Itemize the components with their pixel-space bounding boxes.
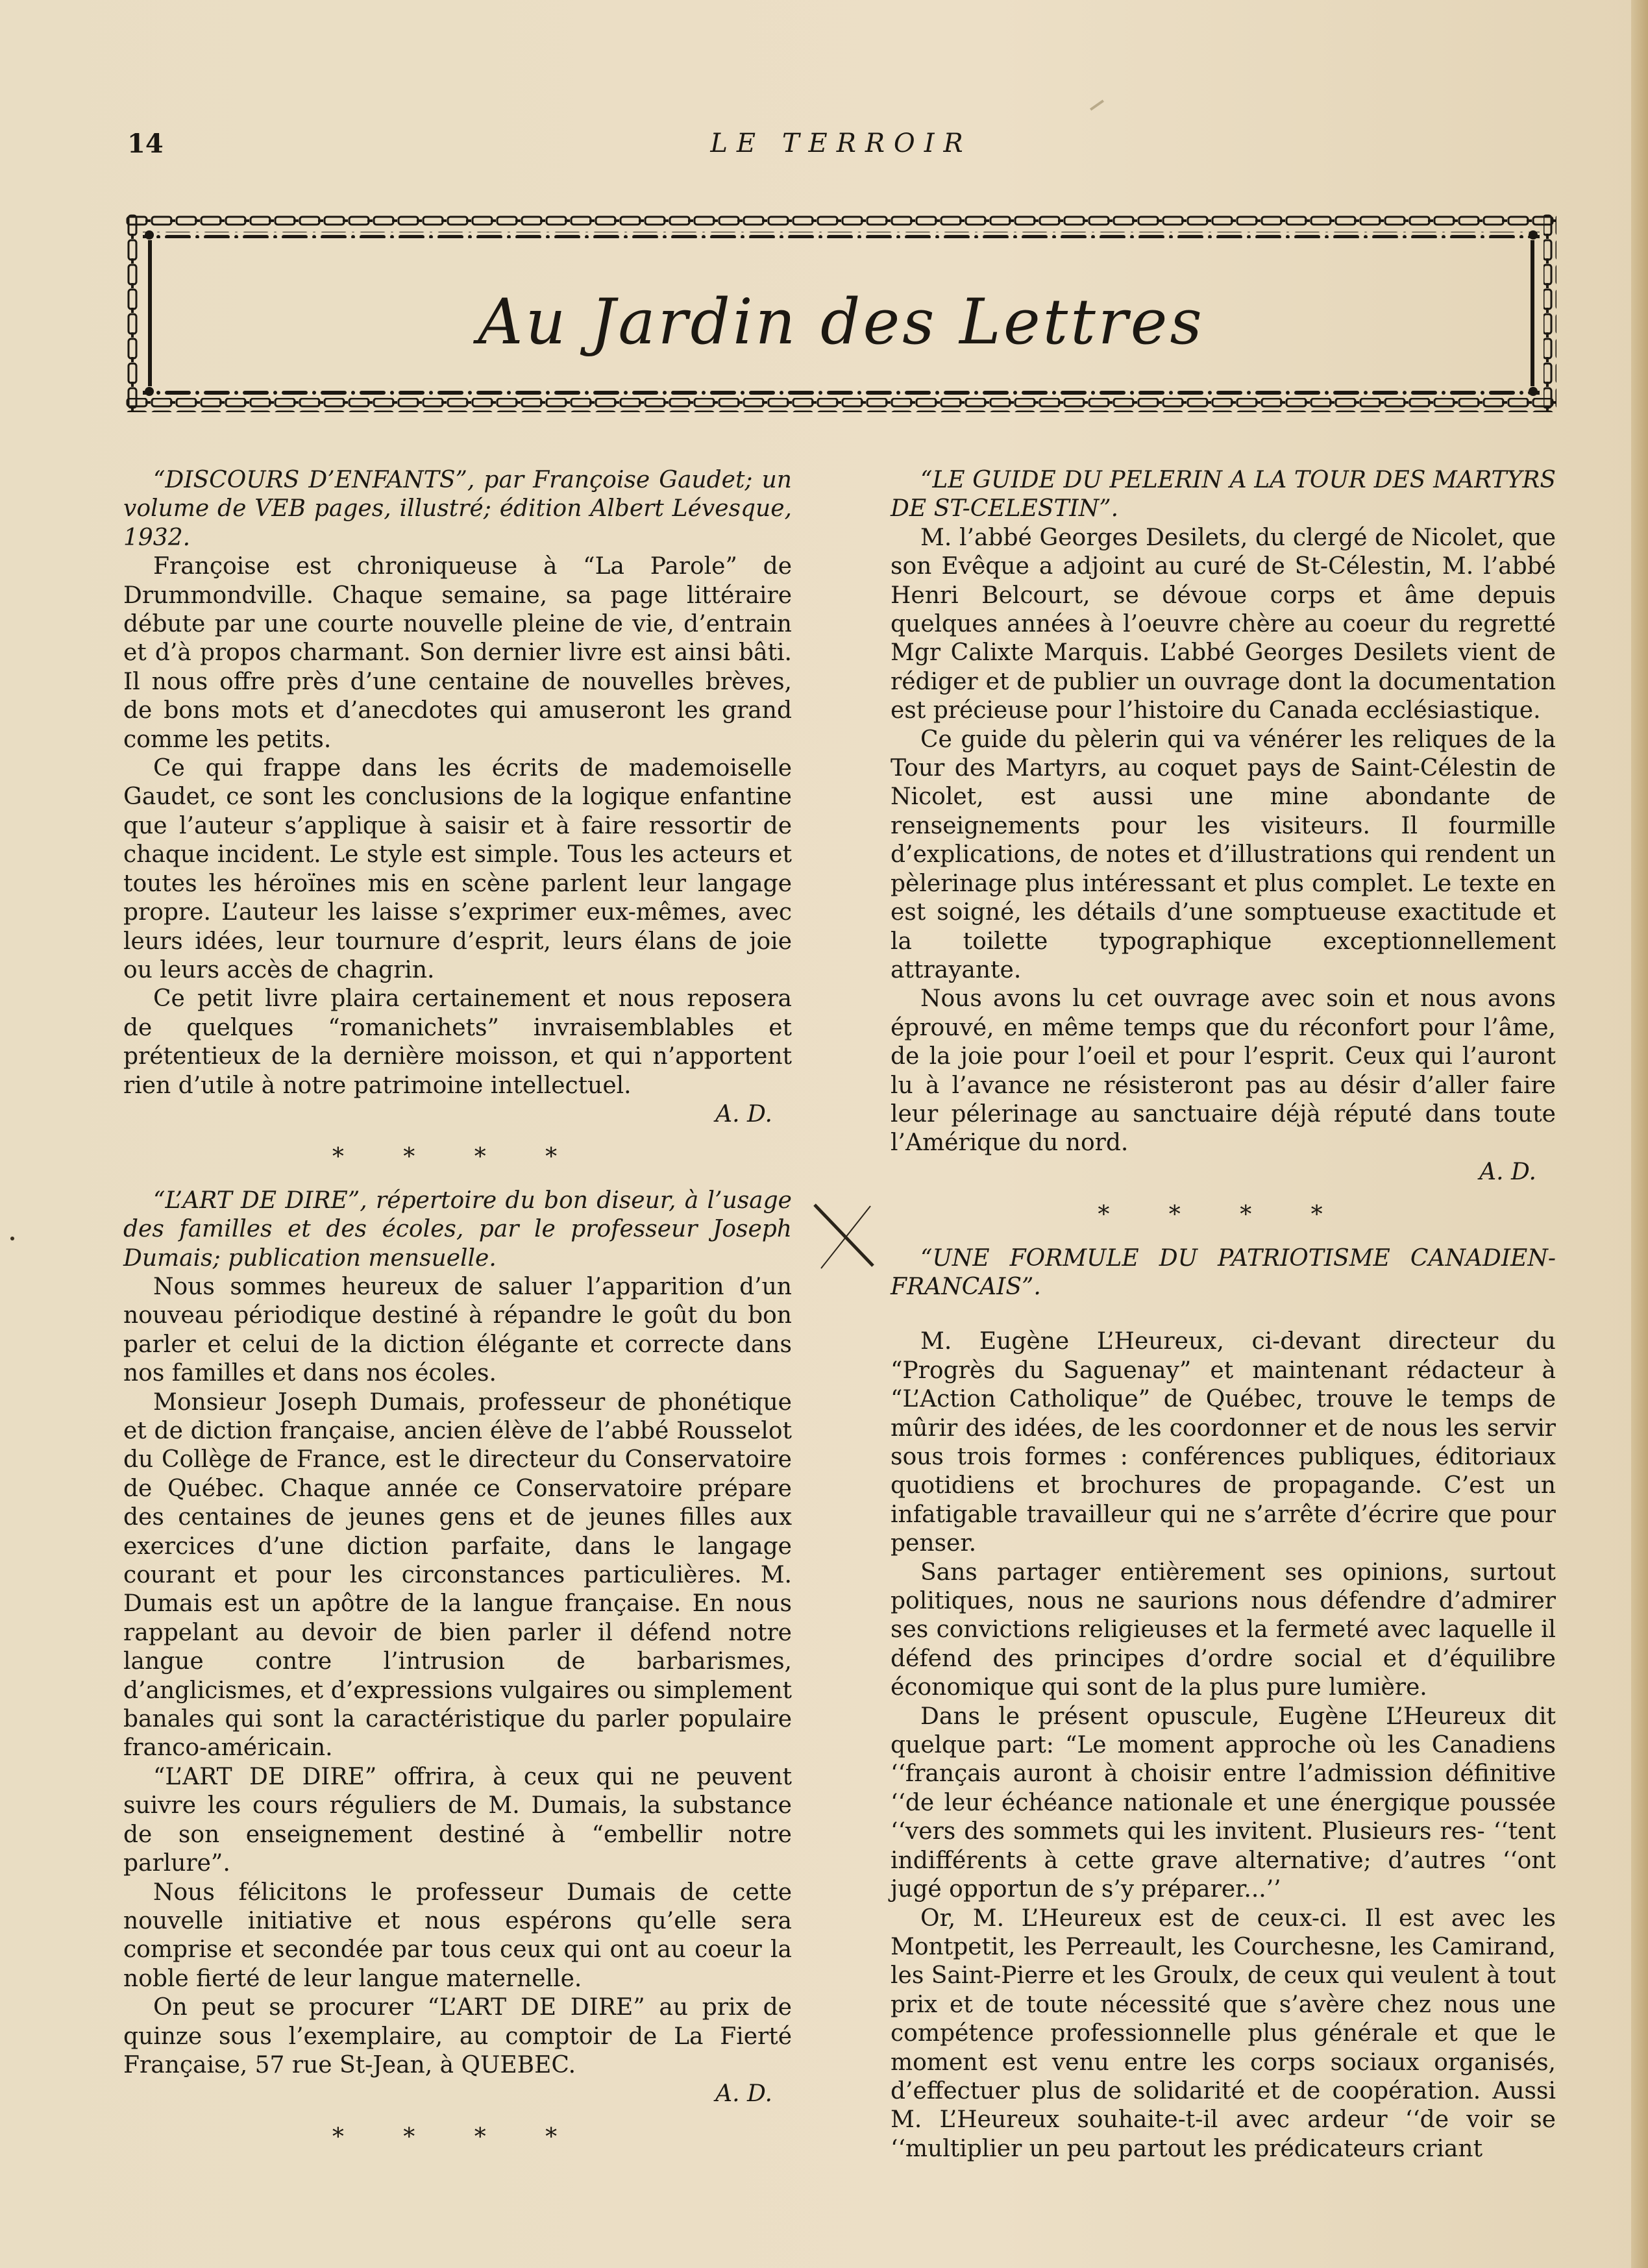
page-number: 14 [127,129,164,159]
banner-title: Au Jardin des Lettres [478,286,1205,358]
article-guide-pelerin [891,466,1556,1187]
section-separator: * * * * [332,1144,584,1171]
left-column [123,466,792,2166]
article-art-de-dire [123,1187,792,2109]
journal-title: LE TERROIR [710,129,972,158]
signature: A. D. [715,2080,772,2108]
paragraph: Or, M. L’Heureux est de ceux-ci. Il est avec les Montpetit, les Perreault, les Courchesne, les Camirand, les Saint-Pierre et les Groulx, de ceux qui veulent à tout prix et de toute nécessité que s’avère chez nous une compétence professionnelle plus générale et que le moment est venu entre les corps sociaux organisés, d’effectuer plus de solidarité et de coopération. Aussi M. L’Heureux souhaite-t-il avec ardeur ‘‘de voir se ‘‘multiplier un peu partout les prédicateurs criant [891,1904,1556,2162]
paragraph: Monsieur Joseph Dumais, professeur de phonétique et de diction française, ancien élève de l’abbé Rousselot du Collège de France, est le directeur du Conservatoire de Québec. Chaque année ce Conservatoire prépare des centaines de jeunes gens et de jeunes filles aux exercices d’une diction parfaite, dans le langage courant et pour les circonstances particulières. M. Dumais est un apôtre de la langue française. En nous rappelant au devoir de bien parler il défend notre langue contre l’intrusion de barbarismes, d’anglicismes, et d’expressions vulgaires ou simplement banales qui sont la caractéristique du parler populaire franco-américain. [123,1388,792,1762]
paragraph: M. Eugène L’Heureux, ci-devant directeur du “Progrès du Saguenay” et maintenant rédacteur à “L’Action Catholique” de Québec, trouve le temps de mûrir des idées, de les coordonner et de nous les servir sous trois formes : conférences publiques, éditoriaux quotidiens et brochures de propagande. C’est un infatigable travailleur qui ne s’arrête d’écrire que pour penser. [891,1328,1556,1557]
paragraph: Sans partager entièrement ses opinions, surtout politiques, nous ne saurions nous défendre d’admirer ses convictions religieuses et la fermeté avec laquelle il défend des principes d’ordre social et d’équilibre économique qui sont de la plus pure lumière. [891,1559,1556,1701]
paragraph: Ce guide du pèlerin qui va vénérer les reliques de la Tour des Martyrs, au coquet pays de Saint-Célestin de Nicolet, est aussi une mine abondante de renseignements pour les visiteurs. Il fourmille d’explications, de notes et d’illustrations qui rendent un pèlerinage plus intéressant et plus complet. Le texte en est soigné, les détails d’une somptueuse exactitude et la toilette typographique exceptionnellement attrayante. [891,726,1556,983]
paragraph: Françoise est chroniqueuse à “La Parole” de Drummondville. Chaque semaine, sa page littéraire débute par une courte nouvelle pleine de vie, d’entrain et d’à propos charmant. Son dernier livre est ainsi bâti. Il nous offre près d’une centaine de nouvelles brèves, de bons mots et d’anecdotes qui amuseront les grand comme les petits. [123,553,792,753]
paragraph: “L’ART DE DIRE” offrira, à ceux qui ne peuvent suivre les cours réguliers de M. Dumais, la substance de son enseignement destiné à “embellir notre parlure”. [123,1763,792,1877]
article-formule-patriotisme [891,1244,1556,2164]
paragraph: Dans le présent opuscule, Eugène L’Heureux dit quelque part: “Le moment approche où les Canadiens ‘‘français auront à choisir entre l’admission définitive ‘‘de leur échéance nationale et une énergique poussée ‘‘vers des sommets qui les invitent. Plusieurs res- ‘‘tent indifférents à cette grave alternative; d’autres ‘‘ont jugé opportun de s’y préparer...’’ [891,1703,1556,1903]
section-separator: * * * * [332,2123,584,2151]
page-edge [1631,0,1648,2268]
paragraph: M. l’abbé Georges Desilets, du clergé de Nicolet, que son Evêque a adjoint au curé de St-Célestin, M. l’abbé Henri Belcourt, se dévoue corps et âme depuis quelques années à l’oeuvre chère au coeur du regretté Mgr Calixte Marquis. L’abbé Georges Desilets vient de rédiger et de publier un ouvrage dont la documentation est précieuse pour l’histoire du Canada ecclésiastique. [891,524,1556,724]
cross-mark [808,1201,879,1272]
running-head [127,129,1555,167]
paragraph: Nous félicitons le professeur Dumais de cette nouvelle initiative et nous espérons qu’elle sera comprise et secondée par tous ceux qui ont au coeur la noble fierté de leur langue maternelle. [123,1879,792,1992]
section-banner [126,214,1556,412]
paragraph: Nous avons lu cet ouvrage avec soin et nous avons éprouvé, en même temps que du réconfort pour l’âme, de la joie pour l’oeil et pour l’esprit. Ceux qui l’auront lu à l’avance ne résisteront pas au désir d’aller faire leur pélerinage au sanctuaire déjà réputé dans toute l’Amérique du nord. [891,985,1556,1157]
paragraph: Ce petit livre plaira certainement et nous reposera de quelques “romanichets” invraisemblables et prétentieux de la dernière moisson, et qui n’apportent rien d’utile à notre patrimoine intellectuel. [123,985,792,1099]
article-heading: “UNE FORMULE DU PATRIOTISME CANADIEN-FRANCAIS”. [891,1244,1556,1300]
paragraph: On peut se procurer “L’ART DE DIRE” au prix de quinze sous l’exemplaire, au comptoir de La Fierté Française, 57 rue St-Jean, à QUEBEC. [123,1994,792,2078]
paragraph: Ce qui frappe dans les écrits de mademoiselle Gaudet, ce sont les conclusions de la logique enfantine que l’auteur s’applique à saisir et à faire ressortir de chaque incident. Le style est simple. Tous les acteurs et toutes les héroïnes mis en scène parlent leur langage propre. L’auteur les laisse s’exprimer eux-mêmes, avec leurs idées, leur tournure d’esprit, leurs élans de joie ou leurs accès de chagrin. [123,755,792,983]
article-heading: “L’ART DE DIRE”, répertoire du bon diseur, à l’usage des familles et des écoles, par le professeur Joseph Dumais; publication mensuelle. [123,1187,792,1272]
signature: A. D. [715,1100,772,1128]
paper-speck [10,1237,14,1240]
paper-mark [1090,99,1104,110]
article-heading: “DISCOURS D’ENFANTS”, par Françoise Gaudet; un volume de VEB pages, illustré; édition Albert Lévesque, 1932. [123,467,792,551]
paragraph: Nous sommes heureux de saluer l’apparition d’un nouveau périodique destiné à répandre le goût du bon parler et celui de la diction élégante et correcte dans nos familles et dans nos écoles. [123,1273,792,1387]
signature: A. D. [1479,1158,1536,1185]
article-heading: “LE GUIDE DU PELERIN A LA TOUR DES MARTYRS DE ST-CELESTIN”. [891,467,1556,523]
article-discours-enfants [123,466,792,1129]
section-separator: * * * * [1098,1202,1349,1229]
right-column [891,466,1556,2163]
